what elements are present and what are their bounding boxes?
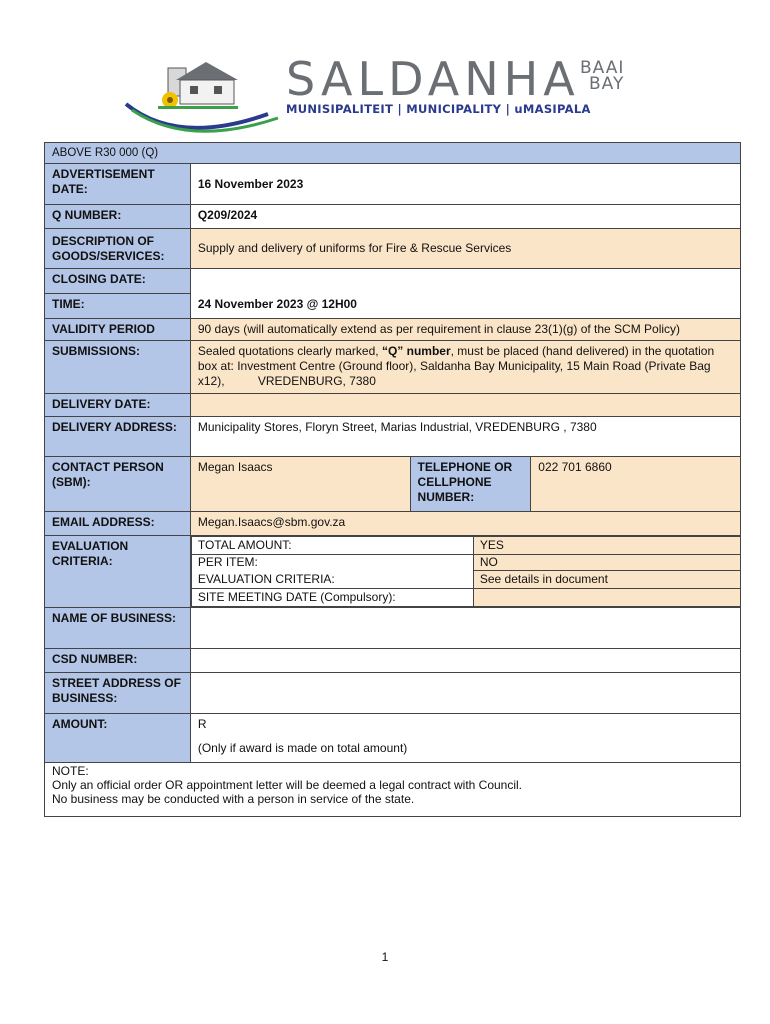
csd-number-value[interactable] [190,649,740,673]
evaluation-item-name: TOTAL AMOUNT: [191,537,473,555]
amount-value: R [197,717,207,731]
delivery-address-value: Municipality Stores, Floryn Street, Marias Industrial, VREDENBURG , 7380 [190,417,740,457]
phone-value: 022 701 6860 [531,457,741,512]
category-label: ABOVE R30 000 (Q) [45,143,741,164]
submissions-value [190,341,740,394]
submissions-q-number-marker: “Q” number [381,344,451,358]
time-row [45,294,741,319]
evaluation-row-site-meeting [191,589,740,607]
business-name-value[interactable] [190,608,740,649]
note-title: NOTE: [52,764,89,778]
evaluation-cell [190,536,740,608]
amount-note: (Only if award is made on total amount) [197,741,408,755]
note-line-1: Only an official order OR appointment letter will be deemed a legal contract with Council. [52,778,523,792]
validity-row [45,319,741,341]
advertisement-date-label: ADVERTISEMENT DATE: [45,164,191,205]
description-row [45,229,741,269]
house-logo-icon [118,56,288,138]
submissions-text-before: Sealed quotations clearly marked, [197,344,382,358]
evaluation-row-per-item [191,555,740,571]
delivery-date-value [190,394,740,417]
contact-label: CONTACT PERSON (SBM): [45,457,191,512]
validity-label: VALIDITY PERIOD [45,319,191,341]
email-row [45,512,741,536]
advertisement-date-value: 16 November 2023 [190,164,740,205]
email-value: Megan.Isaacs@sbm.gov.za [190,512,740,536]
note-line-2: No business may be conducted with a person in service of the state. [52,792,415,806]
evaluation-item-value: NO [473,555,740,571]
contact-value: Megan Isaacs [190,457,410,512]
delivery-address-label: DELIVERY ADDRESS: [45,417,191,457]
advertisement-date-row [45,164,741,205]
amount-value-cell[interactable] [190,714,740,763]
delivery-date-row [45,394,741,417]
evaluation-item-value: See details in document [473,571,740,589]
evaluation-row-total [191,537,740,555]
time-label: TIME: [45,294,191,319]
evaluation-row-criteria [191,571,740,589]
evaluation-row [45,536,741,608]
street-address-value[interactable] [190,673,740,714]
note-row [45,763,741,817]
note-cell [45,763,741,817]
delivery-address-row [45,417,741,457]
municipality-logo [118,52,638,138]
csd-number-row [45,649,741,673]
time-value: 24 November 2023 @ 12H00 [190,294,740,319]
brand-baai: BAAI [580,58,625,78]
business-name-row [45,608,741,649]
q-number-label: Q NUMBER: [45,205,191,229]
closing-date-row [45,269,741,294]
contact-row [45,457,741,512]
quotation-form-table [44,142,741,817]
email-label: EMAIL ADDRESS: [45,512,191,536]
brand-subtitle: MUNISIPALITEIT | MUNICIPALITY | uMASIPALA [286,102,591,116]
submissions-label: SUBMISSIONS: [45,341,191,394]
evaluation-item-name: PER ITEM: [191,555,473,571]
delivery-date-label: DELIVERY DATE: [45,394,191,417]
phone-label: TELEPHONE OR CELLPHONE NUMBER: [410,457,531,512]
submissions-row [45,341,741,394]
evaluation-table [191,536,741,607]
amount-row [45,714,741,763]
q-number-row [45,205,741,229]
evaluation-item-name: SITE MEETING DATE (Compulsory): [191,589,473,607]
q-number-value: Q209/2024 [190,205,740,229]
amount-label: AMOUNT: [45,714,191,763]
evaluation-label: EVALUATION CRITERIA: [45,536,191,608]
csd-number-label: CSD NUMBER: [45,649,191,673]
evaluation-item-value [473,589,740,607]
page-number: 1 [381,950,389,964]
closing-date-value [190,269,740,294]
category-row [45,143,741,164]
street-address-label: STREET ADDRESS OF BUSINESS: [45,673,191,714]
submissions-text-after: , must be placed (hand delivered) in the quotation box at: Investment Centre (Ground floor), Saldanha Bay Municipality, 15 Main Road (Private Bag x12), VREDENBURG, 7380 [197,344,718,388]
brand-bay: BAY [589,74,625,94]
business-name-label: NAME OF BUSINESS: [45,608,191,649]
brand-name: SALDANHA [286,52,580,106]
street-address-row [45,673,741,714]
evaluation-item-value: YES [473,537,740,555]
description-value: Supply and delivery of uniforms for Fire & Rescue Services [190,229,740,269]
evaluation-item-name: EVALUATION CRITERIA: [191,571,473,589]
validity-value: 90 days (will automatically extend as per requirement in clause 23(1)(g) of the SCM Policy) [190,319,740,341]
closing-date-label: CLOSING DATE: [45,269,191,294]
description-label: DESCRIPTION OF GOODS/SERVICES: [45,229,191,269]
